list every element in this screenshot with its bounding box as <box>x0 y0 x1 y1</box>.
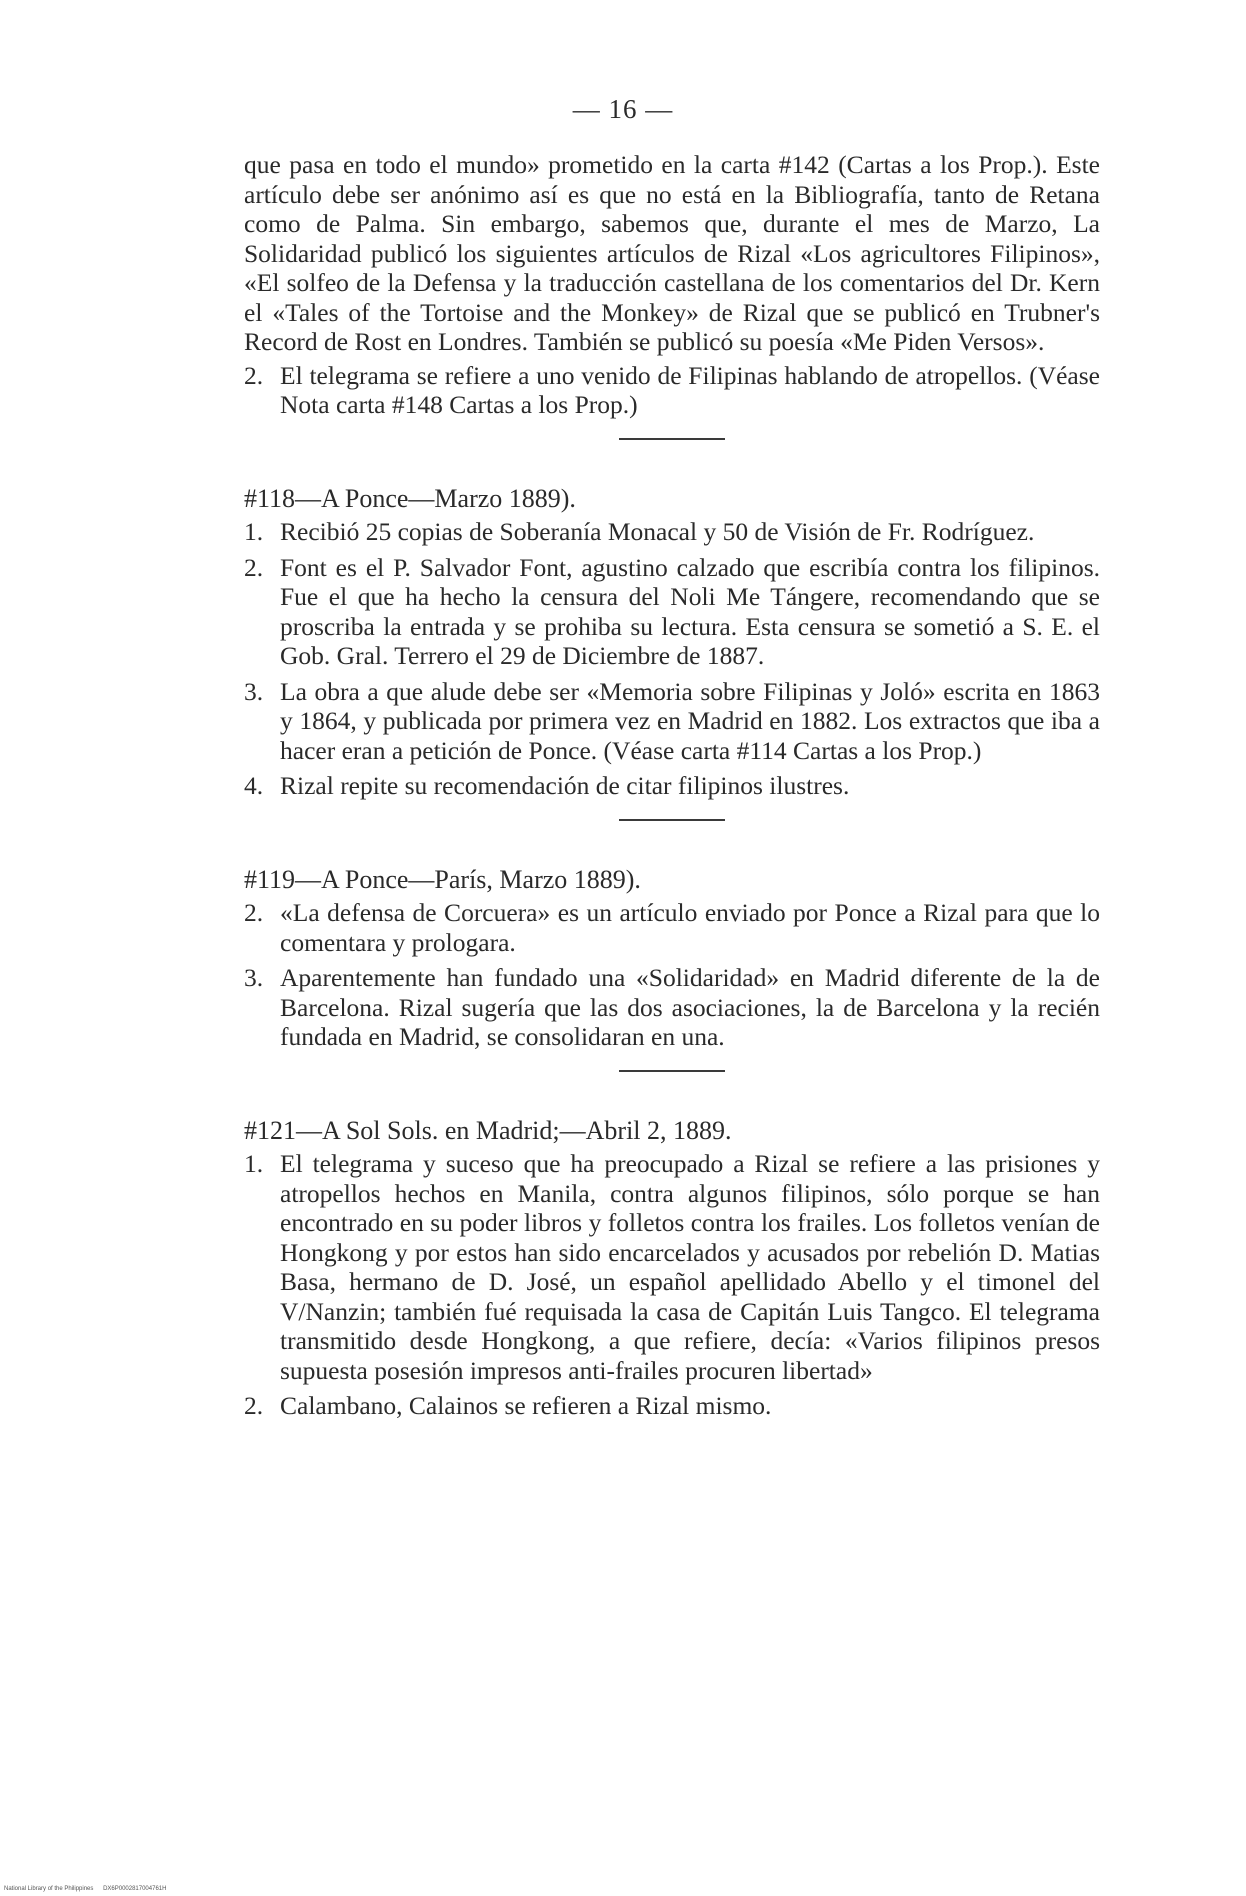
section-divider <box>619 819 725 821</box>
section-divider <box>619 438 725 440</box>
note-number: 2. <box>244 360 264 390</box>
note-item <box>244 898 1100 957</box>
note-text: La obra a que alude debe ser «Memoria sobre Filipinas y Joló» escrita en 1863 y 1864, y publicada por primera vez en Madrid en 1882. Los extractos que iba a hacer eran a petición de Ponce. (Véase carta #114 Cartas a los Prop.) <box>280 676 1100 765</box>
section-heading: #119—A Ponce—París, Marzo 1889). <box>244 864 641 894</box>
note-text: El telegrama se refiere a uno venido de Filipinas hablando de atropellos. (Véase Nota carta #148 Cartas a los Prop.) <box>280 360 1100 419</box>
note-item <box>244 771 1100 801</box>
note-number: 1. <box>244 517 264 546</box>
page-number: — 16 — <box>572 94 674 124</box>
scan-code: DX6P0002817004761H <box>103 1886 167 1892</box>
library-credit: National Library of the Philippines <box>4 1886 94 1892</box>
note-number: 4. <box>244 771 264 800</box>
section-divider <box>619 1070 725 1072</box>
note-item <box>244 1391 1100 1421</box>
note-item <box>244 963 1100 1052</box>
continuation-paragraph: que pasa en todo el mundo» prometido en la carta #142 (Cartas a los Prop.). Este artículo debe ser anónimo así es que no está en la Bibliografía, tanto de Retana como de Palma. Sin embargo, sabemos que, durante el mes de Marzo, La Solidaridad publicó los siguientes artículos de Rizal «Los agricultores Filipinos», «El solfeo de la Defensa y la traducción castellana de los comentarios del Dr. Kern el «Tales of the Tortoise and the Monkey» de Rizal que se publicó en Trubner's Record de Rost en Londres. También se publicó su poesía «Me Piden Versos». <box>244 150 1100 356</box>
note-item <box>244 361 1100 420</box>
note-number: 1. <box>244 1149 264 1178</box>
note-item <box>244 553 1100 671</box>
note-number: 2. <box>244 1391 264 1420</box>
note-text: Rizal repite su recomendación de citar filipinos ilustres. <box>280 771 850 800</box>
note-text: Calambano, Calainos se refieren a Rizal mismo. <box>280 1391 772 1420</box>
section-heading: #121—A Sol Sols. en Madrid;—Abril 2, 1889. <box>244 1115 732 1145</box>
note-number: 2. <box>244 552 264 582</box>
note-item <box>244 677 1100 766</box>
note-item <box>244 517 1100 547</box>
note-item <box>244 1149 1100 1385</box>
note-text: Recibió 25 copias de Soberanía Monacal y 50 de Visión de Fr. Rodríguez. <box>280 517 1035 546</box>
letter-121-notes <box>244 1116 1100 1421</box>
note-number: 3. <box>244 676 264 706</box>
letter-118-notes <box>244 484 1100 801</box>
note-number: 2. <box>244 898 264 927</box>
note-text: Aparentemente han fundado una «Solidaridad» en Madrid diferente de la de Barcelona. Rizal sugería que las dos asociaciones, la de Barcelona y la recién fundada en Madrid, se consolidaran en una. <box>280 963 1100 1051</box>
note-text: Font es el P. Salvador Font, agustino calzado que escribía contra los filipinos. Fue el que ha hecho la censura del Noli Me Tángere, recomendando que se proscriba la entrada y se prohiba su lectura. Esta censura se sometió a S. E. el Gob. Gral. Terrero el 29 de Diciembre de 1887. <box>280 552 1100 670</box>
note-number: 3. <box>244 963 264 992</box>
note-text: El telegrama y suceso que ha preocupado a Rizal se refiere a las prisiones y atropellos hechos en Manila, contra algunos filipinos, sólo porque se han encontrado en su poder libros y folletos contra los frailes. Los folletos venían de Hongkong y por estos han sido encarcelados y acusados por rebelión D. Matias Basa, hermano de D. José, un español apellidado Abello y el timonel del V/Nanzin; también fué requisada la casa de Capitán Luis Tangco. El telegrama transmitido desde Hongkong, a que refiere, decía: «Varios filipinos presos supuesta posesión impresos anti-frailes procuren libertad» <box>280 1149 1100 1385</box>
note-text: «La defensa de Corcuera» es un artículo enviado por Ponce a Rizal para que lo comentara y prologara. <box>280 898 1100 957</box>
letter-119-notes <box>244 865 1100 1052</box>
page-content <box>244 150 1100 1427</box>
section-heading: #118—A Ponce—Marzo 1889). <box>244 483 576 513</box>
scan-footer <box>4 1886 174 1892</box>
